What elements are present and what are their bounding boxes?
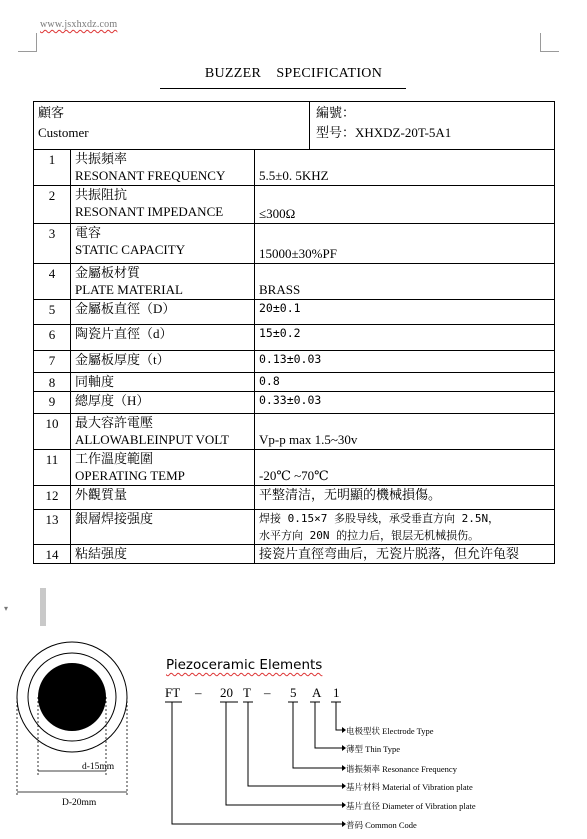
item-name-cn: 銀層焊接强度 xyxy=(75,511,154,526)
row-number: 5 xyxy=(34,300,71,325)
margin-bar xyxy=(40,588,46,626)
customer-cell xyxy=(34,102,310,150)
customer-label-cn: 顧客 xyxy=(38,105,65,120)
row-value xyxy=(255,450,555,486)
label-resonance-frequency: 谐振频率 Resonance Frequency xyxy=(346,764,457,774)
customer-label-en: Customer xyxy=(38,125,89,140)
inner-diameter-label: d-15mm xyxy=(82,762,115,772)
row-item xyxy=(71,414,255,450)
row-number: 10 xyxy=(34,414,71,450)
row-number: 2 xyxy=(34,186,71,224)
value-text: 5.5±0. 5KHZ xyxy=(259,168,329,183)
table-row xyxy=(34,373,555,392)
value-text: 20±0.1 xyxy=(259,301,301,315)
value-text: 0.33±0.03 xyxy=(259,393,322,407)
code-1: 1 xyxy=(333,685,340,700)
value-text-line-2: 水平方向 20N 的拉力后，银层无机械损伤。 xyxy=(259,529,480,542)
table-row xyxy=(34,186,555,224)
row-number: 7 xyxy=(34,351,71,373)
row-value xyxy=(255,351,555,373)
row-value xyxy=(255,392,555,414)
label-common-code: 普码 Common Code xyxy=(346,820,417,830)
table-row xyxy=(34,486,555,510)
value-text: BRASS xyxy=(259,282,301,297)
value-text: -20℃ ~70℃ xyxy=(259,468,329,483)
row-item xyxy=(71,150,255,186)
code-ft: FT xyxy=(165,685,181,700)
row-item xyxy=(71,264,255,300)
code-5: 5 xyxy=(290,685,297,700)
row-value xyxy=(255,150,555,186)
row-item xyxy=(71,224,255,264)
row-value xyxy=(255,224,555,264)
page-corner-top-left xyxy=(18,33,37,52)
row-number: 8 xyxy=(34,373,71,392)
margin-tick: ▾ xyxy=(4,604,9,613)
code-leader-lines xyxy=(160,700,360,830)
row-number: 3 xyxy=(34,224,71,264)
row-item xyxy=(71,186,255,224)
row-item xyxy=(71,450,255,486)
item-name-cn: 共振頻率 xyxy=(75,151,128,166)
row-value xyxy=(255,373,555,392)
code-20: 20 xyxy=(220,685,233,700)
label-material: 基片材料 Material of Vibration plate xyxy=(346,782,473,792)
row-value xyxy=(255,264,555,300)
table-row xyxy=(34,224,555,264)
item-name-en: ALLOWABLEINPUT VOLT xyxy=(75,432,229,447)
table-row xyxy=(34,300,555,325)
item-name-en: RESONANT IMPEDANCE xyxy=(75,204,224,219)
row-item xyxy=(71,510,255,545)
piezo-heading: Piezoceramic Elements xyxy=(166,657,323,673)
item-name-cn: 陶瓷片直徑（d） xyxy=(75,326,173,341)
value-text: 平整清洁，无明顯的機械損傷。 xyxy=(259,487,442,502)
row-value xyxy=(255,545,555,564)
item-name-cn: 外觀質量 xyxy=(75,487,128,502)
row-number: 1 xyxy=(34,150,71,186)
row-number: 9 xyxy=(34,392,71,414)
row-item xyxy=(71,325,255,351)
table-row xyxy=(34,414,555,450)
row-value xyxy=(255,414,555,450)
table-row xyxy=(34,545,555,564)
item-name-en: STATIC CAPACITY xyxy=(75,242,186,257)
label-thin-type: 薄型 Thin Type xyxy=(346,744,401,754)
table-row xyxy=(34,351,555,373)
model-cell xyxy=(310,102,555,150)
code-dash-1: – xyxy=(195,685,202,700)
row-item xyxy=(71,545,255,564)
label-electrode-type: 电极型状 Electrode Type xyxy=(346,726,434,736)
row-number: 12 xyxy=(34,486,71,510)
watermark-url: www.jsxhxdz.com xyxy=(40,19,118,30)
row-item xyxy=(71,300,255,325)
item-name-en: RESONANT FREQUENCY xyxy=(75,168,226,183)
row-number: 11 xyxy=(34,450,71,486)
value-text: 15±0.2 xyxy=(259,326,301,340)
row-number: 14 xyxy=(34,545,71,564)
item-name-cn: 金屬板直徑（D） xyxy=(75,301,176,316)
table-row xyxy=(34,392,555,414)
item-name-cn: 總厚度（H） xyxy=(75,393,150,408)
item-name-cn: 共振阻抗 xyxy=(75,187,128,202)
row-item xyxy=(71,392,255,414)
value-text: Vp-p max 1.5~30v xyxy=(259,432,358,447)
table-row xyxy=(34,450,555,486)
model-number: 型号：XHXDZ-20T-5A1 xyxy=(316,125,452,140)
value-text: ≤300Ω xyxy=(259,206,296,221)
outer-diameter-label: D-20mm xyxy=(62,798,97,808)
value-text: 0.13±0.03 xyxy=(259,352,322,366)
item-name-cn: 金屬板材質 xyxy=(75,265,141,280)
row-value xyxy=(255,186,555,224)
page-corner-top-right xyxy=(540,33,559,52)
table-header-row xyxy=(34,102,555,150)
code-t: T xyxy=(243,685,251,700)
row-number: 4 xyxy=(34,264,71,300)
row-item xyxy=(71,351,255,373)
item-name-cn: 最大容許電壓 xyxy=(75,415,154,430)
row-item xyxy=(71,373,255,392)
value-text: 接瓷片直徑弯曲后，无瓷片脱落，但允许龟裂 xyxy=(259,546,520,561)
row-value xyxy=(255,300,555,325)
value-text: 焊接 0.15×7 多股导线，承受垂直方向 2.5N， xyxy=(259,512,500,525)
table-row xyxy=(34,150,555,186)
code-dash-2: – xyxy=(264,685,271,700)
row-item xyxy=(71,486,255,510)
code-a: A xyxy=(312,685,322,700)
row-value xyxy=(255,510,555,545)
row-number: 13 xyxy=(34,510,71,545)
title-underline xyxy=(160,88,406,89)
table-row xyxy=(34,264,555,300)
item-name-cn: 工作溫度範圍 xyxy=(75,451,154,466)
row-value xyxy=(255,486,555,510)
document-title: BUZZER SPECIFICATION xyxy=(204,66,383,81)
row-number: 6 xyxy=(34,325,71,351)
specification-table xyxy=(33,101,555,564)
item-name-cn: 同軸度 xyxy=(75,374,115,389)
row-value xyxy=(255,325,555,351)
value-text: 0.8 xyxy=(259,374,280,388)
table-row xyxy=(34,325,555,351)
label-diameter: 基片直径 Diameter of Vibration plate xyxy=(346,801,476,811)
item-name-cn: 電容 xyxy=(75,225,102,240)
table-row xyxy=(34,510,555,545)
value-text: 15000±30%PF xyxy=(259,246,337,261)
item-name-cn: 粘結强度 xyxy=(75,546,128,561)
item-name-cn: 金屬板厚度（t） xyxy=(75,352,170,367)
number-label: 編號： xyxy=(316,105,356,120)
item-name-en: OPERATING TEMP xyxy=(75,468,185,483)
item-name-en: PLATE MATERIAL xyxy=(75,282,183,297)
ceramic-disc xyxy=(38,663,106,731)
